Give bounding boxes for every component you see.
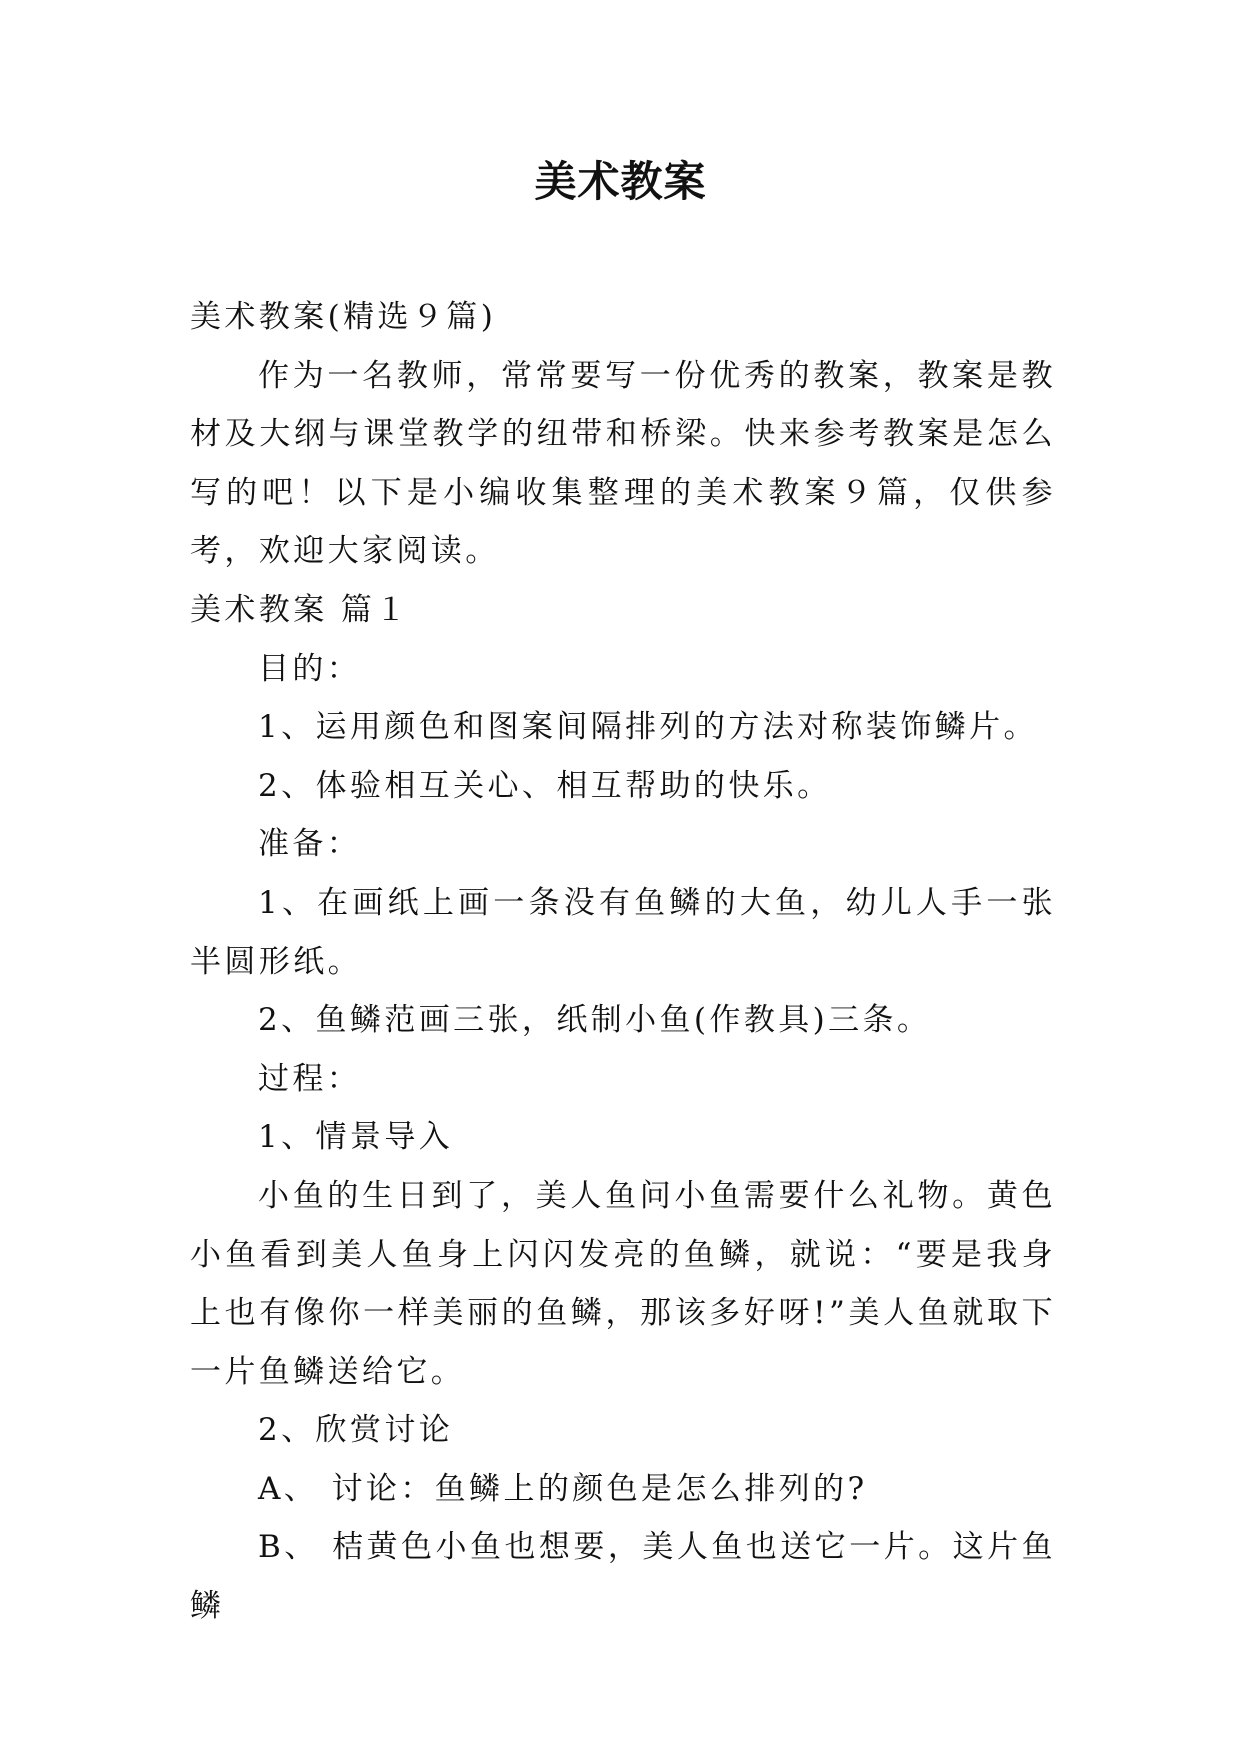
discussion-item: A、 讨论：鱼鳞上的颜色是怎么排列的? xyxy=(258,1470,868,1507)
intro-paragraph: 作为一名教师，常常要写一份优秀的教案，教案是教材及大纲与课堂教学的纽带和桥梁。快来参考教案是怎么写的吧！以下是小编收集整理的美术教案９篇，仅供参考，欢迎大家阅读。 xyxy=(190,357,1056,570)
document-title: 美术教案 xyxy=(534,157,707,206)
goal-heading: 目的： xyxy=(258,650,362,687)
preparation-item: 1、在画纸上画一条没有鱼鳞的大鱼，幼儿人手一张半圆形纸。 xyxy=(190,884,1056,980)
discussion-item: B、 桔黄色小鱼也想要，美人鱼也送它一片。这片鱼鳞 xyxy=(190,1529,1056,1625)
subtitle-paragraph: 美术教案(精选９篇) xyxy=(190,299,497,335)
document-body xyxy=(190,288,1056,1636)
process-step-heading: 2、欣赏讨论 xyxy=(258,1412,454,1449)
goal-item: 2、体验相互关心、相互帮助的快乐。 xyxy=(258,767,832,804)
story-paragraph: 小鱼的生日到了，美人鱼问小鱼需要什么礼物。黄色小鱼看到美人鱼身上闪闪发亮的鱼鳞，就说：“要是我身上也有像你一样美丽的鱼鳞，那该多好呀!”美人鱼就取下一片鱼鳞送给它。 xyxy=(190,1177,1056,1390)
process-step-heading: 1、情景导入 xyxy=(258,1119,454,1156)
preparation-item: 2、鱼鳞范画三张，纸制小鱼(作教具)三条。 xyxy=(258,1002,932,1039)
section-heading: 美术教案 篇１ xyxy=(190,591,410,628)
goal-item: 1、运用颜色和图案间隔排列的方法对称装饰鳞片。 xyxy=(258,709,1038,746)
preparation-heading: 准备： xyxy=(258,826,362,863)
process-heading: 过程： xyxy=(258,1060,362,1097)
